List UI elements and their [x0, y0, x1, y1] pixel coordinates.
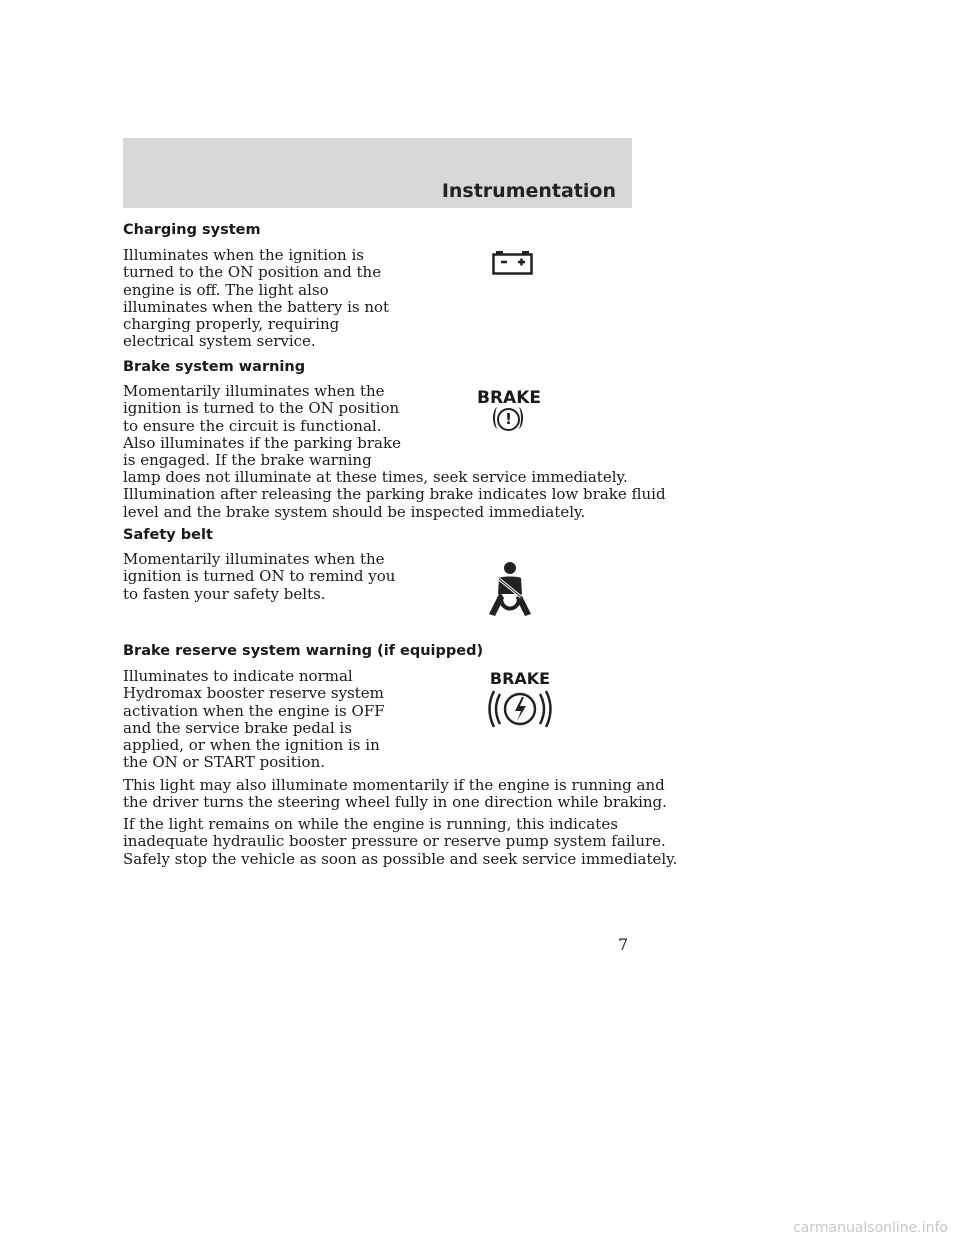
- brake-warning-symbol: [476, 407, 542, 431]
- page-number: 7: [618, 935, 629, 954]
- brake-reserve-heading: Brake reserve system warning (if equipped): [123, 643, 484, 659]
- brake-reserve-icon: [484, 670, 556, 732]
- brake-system-warning-heading: Brake system warning: [123, 359, 306, 375]
- brake-system-warning-text: Momentarily illuminates when the ignition is turned to the ON position to ensure the circuit is functional. Also illuminates if the parking brake is engaged. If the brake warning: [123, 382, 401, 470]
- brake-warning-label: BRAKE: [477, 388, 541, 408]
- brake-reserve-symbol: [484, 688, 556, 730]
- charging-system-text: Illuminates when the ignition is turned to the ON position and the engine is off. The light also illuminates when the battery is not charging properly, requiring electrical system service.: [123, 246, 390, 351]
- brake-reserve-paragraph-2: This light may also illuminate momentarily if the engine is running and the driver turns the steering wheel fully in one direction while braking.: [123, 776, 667, 812]
- safety-belt-heading: Safety belt: [123, 527, 213, 543]
- exclamation-icon: !: [505, 410, 512, 428]
- brake-reserve-text: Illuminates to indicate normal Hydromax booster reserve system activation when the engine is OFF and the service brake pedal is applied, or when the ignition is in the ON or START position.: [123, 667, 385, 772]
- footer-watermark: carmanualsonline.info: [793, 1220, 948, 1236]
- page-section-title: Instrumentation: [441, 180, 616, 202]
- battery-icon: [492, 250, 536, 276]
- safety-belt-text: Momentarily illuminates when the ignition is turned ON to remind you to fasten your safety belts.: [123, 550, 396, 603]
- header-band: [123, 138, 632, 208]
- brake-system-warning-text-continued: lamp does not illuminate at these times, seek service immediately. Illumination after releasing the parking brake indicates low brake fluid level and the brake system should be inspected immediately.: [123, 468, 666, 521]
- seatbelt-icon: [486, 560, 534, 620]
- brake-reserve-paragraph-3: If the light remains on while the engine is running, this indicates inadequate hydraulic booster pressure or reserve pump system failure. Safely stop the vehicle as soon as possible and seek service immediately.: [123, 815, 678, 868]
- charging-system-heading: Charging system: [123, 222, 261, 238]
- brake-reserve-label: BRAKE: [489, 669, 551, 688]
- brake-warning-icon: [476, 389, 542, 433]
